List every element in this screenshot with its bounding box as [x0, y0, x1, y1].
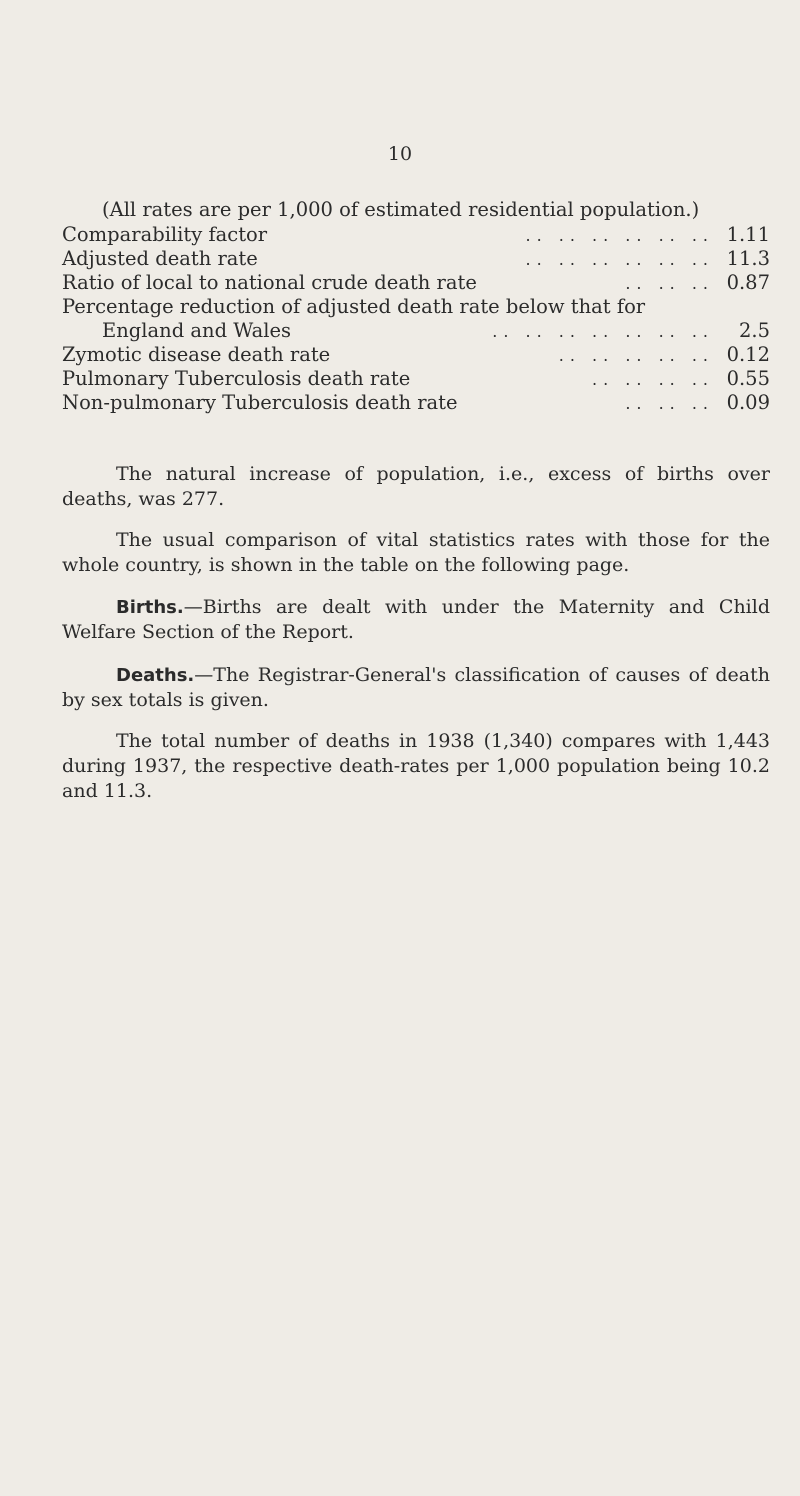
- deaths-heading: Deaths.: [116, 665, 195, 686]
- leader-dots: .. .. ..: [625, 274, 714, 293]
- paragraph-text: The usual comparison of vital statistics rates with those for the whole country, is shown in the table on the following page.: [62, 529, 770, 576]
- rate-value: 0.55: [726, 367, 770, 390]
- leader-dots: .. .. .. ..: [592, 370, 714, 389]
- paragraph-text: —Births are dealt with under the Maternity and Child Welfare Section of the Report.: [62, 596, 770, 643]
- rate-row-adjusted-death-rate: [62, 247, 770, 271]
- rates-note: (All rates are per 1,000 of estimated residential population.): [102, 198, 700, 221]
- rate-value: 0.87: [726, 271, 770, 294]
- rate-label: Non-pulmonary Tuberculosis death rate: [62, 391, 458, 414]
- births-heading: Births.: [116, 597, 184, 618]
- leader-dots: .. .. .. .. .. ..: [525, 250, 714, 269]
- rate-label: Ratio of local to national crude death rate: [62, 271, 477, 294]
- rate-label: England and Wales: [102, 319, 292, 342]
- paragraph-natural-increase: [62, 462, 770, 512]
- rate-value: 11.3: [726, 247, 770, 270]
- rate-value: 0.09: [726, 391, 770, 414]
- rate-label: Comparability factor: [62, 223, 268, 246]
- rate-row-percentage-reduction: [62, 295, 770, 319]
- rate-label: Adjusted death rate: [62, 247, 258, 270]
- rate-label: Percentage reduction of adjusted death rate below that for: [62, 295, 646, 318]
- page-number: 10: [387, 143, 413, 165]
- rate-row-pulmonary-tb: [62, 367, 770, 391]
- paragraph-text: The total number of deaths in 1938 (1,340) compares with 1,443 during 1937, the respective death-rates per 1,000 population being 10.2 and 11.3.: [62, 730, 770, 802]
- rate-label: Zymotic disease death rate: [62, 343, 331, 366]
- rate-value: 1.11: [726, 223, 770, 246]
- paragraph-total-deaths: [62, 729, 770, 804]
- leader-dots: .. .. ..: [625, 394, 714, 413]
- leader-dots: .. .. .. .. .. .. ..: [492, 322, 714, 341]
- rate-value: 2.5: [738, 319, 770, 342]
- leader-dots: .. .. .. .. .. ..: [525, 226, 714, 245]
- leader-dots: .. .. .. .. ..: [558, 346, 714, 365]
- paragraph-comparison: [62, 528, 770, 578]
- rate-row-comparability-factor: [62, 223, 770, 247]
- rate-row-non-pulmonary-tb: [62, 391, 770, 415]
- rate-row-ratio-local-national: [62, 271, 770, 295]
- rate-row-england-and-wales: [62, 319, 770, 343]
- rate-label: Pulmonary Tuberculosis death rate: [62, 367, 411, 390]
- paragraph-births: [62, 595, 770, 645]
- rate-value: 0.12: [726, 343, 770, 366]
- paragraph-text: The natural increase of population, i.e., excess of births over deaths, was 277.: [62, 463, 770, 510]
- paragraph-deaths: [62, 663, 770, 713]
- rate-row-zymotic-disease: [62, 343, 770, 367]
- paragraph-text: —The Registrar-General's classification of causes of death by sex totals is given.: [62, 664, 770, 711]
- rates-table: [62, 198, 770, 415]
